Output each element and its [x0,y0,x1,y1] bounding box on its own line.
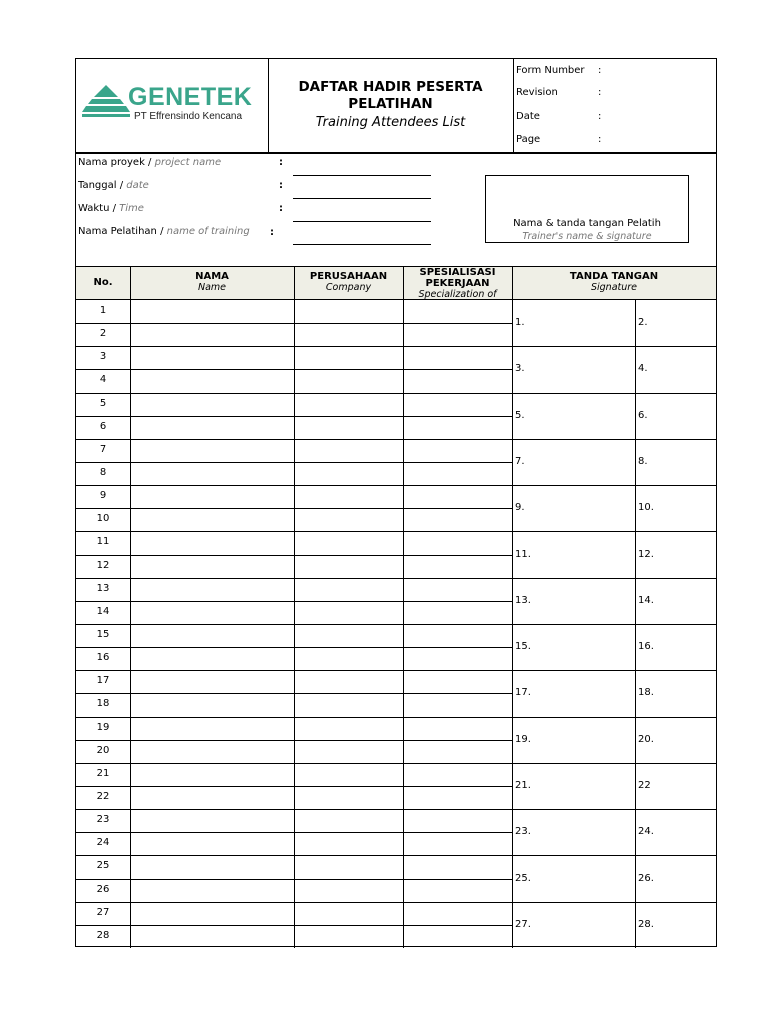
row-number: 25 [96,860,110,872]
table-row-divider [76,531,716,532]
table-column-divider [294,266,295,948]
table-row-divider [76,809,716,810]
signature-slot: 23. [515,826,531,838]
signature-slot: 28. [638,918,654,930]
row-number: 7 [99,443,107,455]
trainer-hint: Trainer's name & signature [522,231,652,242]
signature-slot: 2. [638,317,648,329]
row-number: 22 [96,790,110,802]
row-number: 11 [96,536,110,548]
col-header-name: NAMA Name [130,266,294,300]
table-row-divider [76,717,716,718]
row-number: 17 [96,675,110,687]
row-number: 19 [96,721,110,733]
table-column-divider [403,266,404,948]
meta-form-number: Form Number : [516,65,602,76]
form-header [76,59,716,154]
signature-slot: 5. [515,409,525,421]
signature-slot: 25. [515,872,531,884]
signature-slot: 3. [515,363,525,375]
signature-slot: 13. [515,594,531,606]
signature-slot: 4. [638,363,648,375]
col-header-no: No. [76,266,130,300]
table-column-divider [130,266,131,948]
signature-slot: 7. [515,455,525,467]
row-number: 16 [96,652,110,664]
row-number: 13 [96,582,110,594]
signature-slot: 11. [515,548,531,560]
signature-slot: 12. [638,548,654,560]
trainer-signature-box[interactable] [485,175,689,243]
table-row-divider [76,647,512,648]
signature-slot: 16. [638,641,654,653]
table-row-divider [76,902,716,903]
row-number: 23 [96,814,110,826]
date-colon: : [279,180,283,191]
row-number: 3 [99,351,107,363]
table-row-divider [76,393,716,394]
table-row-divider [76,439,716,440]
row-number: 26 [96,883,110,895]
row-number: 24 [96,837,110,849]
table-row-divider [76,416,512,417]
time-colon: : [279,203,283,214]
meta-date: Date : [516,111,602,122]
signature-slot: 26. [638,872,654,884]
training-name-colon: : [270,227,274,238]
row-number: 6 [99,420,107,432]
signature-slot: 14. [638,594,654,606]
signature-slot: 20. [638,733,654,745]
table-row-divider [76,832,512,833]
table-row-divider [76,855,716,856]
trainer-label: Nama & tanda tangan Pelatih [513,218,661,229]
training-name-field[interactable] [293,244,431,245]
signature-slot: 22 [638,779,651,791]
table-row-divider [76,624,716,625]
signature-slot: 19. [515,733,531,745]
row-number: 18 [96,698,110,710]
signature-slot: 6. [638,409,648,421]
row-number: 27 [96,906,110,918]
project-name-label: Nama proyek / project name [78,157,222,168]
row-number: 12 [96,559,110,571]
date-field[interactable] [293,198,431,199]
row-number: 1 [99,305,107,316]
col-header-signature: TANDA TANGAN Signature [512,266,716,300]
attendance-form [75,58,717,947]
table-row-divider [76,485,716,486]
row-number: 15 [96,628,110,640]
row-number: 8 [99,466,107,478]
col-header-specialization: SPESIALISASI PEKERJAAN Specialization of [403,266,512,300]
signature-slot: 15. [515,641,531,653]
row-number: 20 [96,744,110,756]
table-row-divider [76,323,512,324]
table-row-divider [76,670,716,671]
form-title-en: Training Attendees List [315,115,466,130]
signature-slot: 17. [515,687,531,699]
meta-revision: Revision : [516,87,602,98]
col-header-company: PERUSAHAAN Company [294,266,403,300]
row-number: 4 [99,374,107,386]
brand-name: GENETEK [128,83,253,111]
signature-slot: 10. [638,502,654,514]
table-row-divider [76,578,716,579]
table-row-divider [76,346,716,347]
row-number: 10 [96,513,110,525]
meta-page: Page : [516,134,602,145]
table-row-divider [76,740,512,741]
form-title [268,79,513,113]
row-number: 21 [96,767,110,779]
table-row-divider [76,786,512,787]
company-name: PT Effrensindo Kencana [134,111,243,122]
signature-slot: 1. [515,317,525,329]
project-name-field[interactable] [293,175,431,176]
table-row-divider [76,693,512,694]
table-row-divider [76,601,512,602]
training-name-label: Nama Pelatihan / name of training [78,226,250,237]
table-row-divider [76,925,512,926]
row-number: 5 [99,397,107,409]
table-row-divider [76,879,512,880]
logo-cell [76,59,269,152]
meta-cell [513,59,716,152]
row-number: 9 [99,490,107,502]
signature-slot: 9. [515,502,525,514]
signature-slot: 18. [638,687,654,699]
row-number: 2 [99,328,107,340]
table-column-divider [512,266,513,948]
title-line-1: DAFTAR HADIR PESERTA [298,79,483,95]
signature-slot: 8. [638,455,648,467]
row-number: 28 [96,929,110,941]
signature-slot: 27. [515,918,531,930]
genetek-logo-icon [82,85,130,117]
signature-slot: 21. [515,779,531,791]
project-name-colon: : [279,157,283,168]
time-label: Waktu / Time [78,203,144,214]
table-row-divider [76,462,512,463]
row-number: 14 [96,605,110,617]
signature-slot: 24. [638,826,654,838]
table-row-divider [76,763,716,764]
table-row-divider [76,369,512,370]
time-field[interactable] [293,221,431,222]
date-label: Tanggal / date [78,180,149,191]
table-row-divider [76,555,512,556]
table-row-divider [76,508,512,509]
title-line-2: PELATIHAN [348,96,433,112]
title-cell [268,59,514,152]
